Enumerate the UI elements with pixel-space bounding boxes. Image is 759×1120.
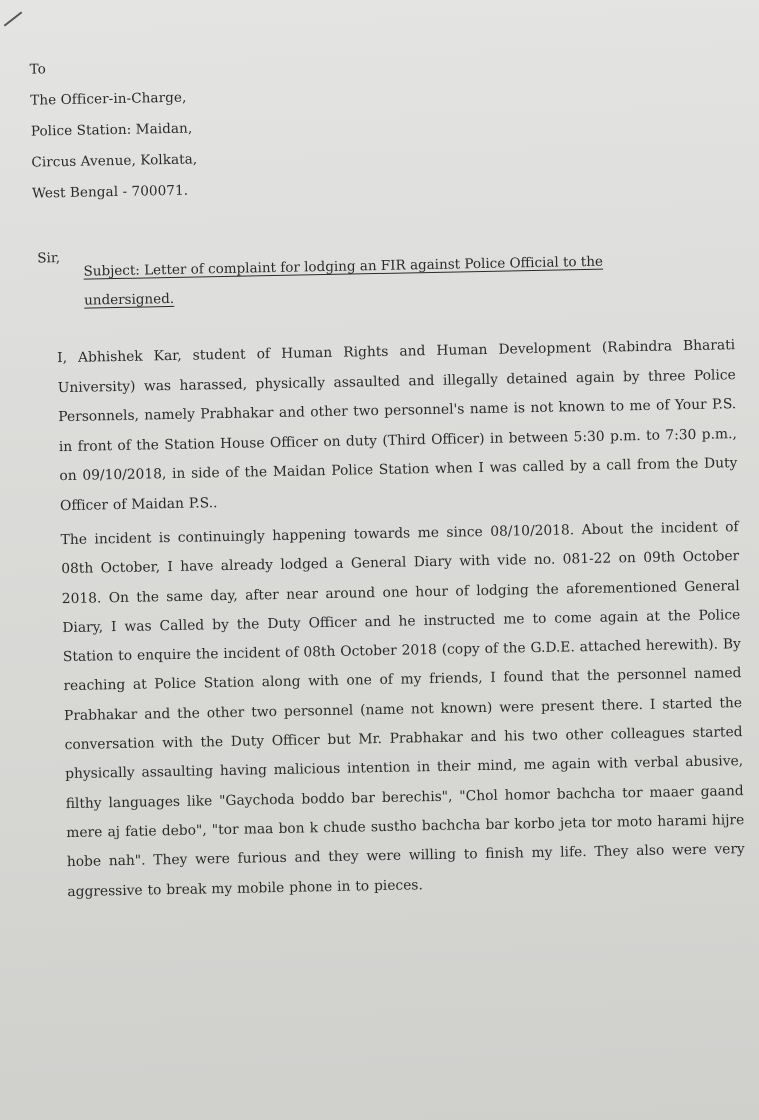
salutation: Sir, — [37, 250, 61, 267]
address-line-1: The Officer-in-Charge, — [30, 89, 187, 109]
address-to: To — [29, 61, 47, 78]
address-line-3: Circus Avenue, Kolkata, — [31, 151, 198, 171]
subject-line: Subject: Letter of complaint for lodging an FIR against Police Official to the undersigned. — [83, 253, 604, 309]
recipient-address — [29, 51, 198, 209]
paragraph-2: The incident is continuingly happening towards me since 08/10/2018. About the incident of 08th October, I have already lodged a General Diary with vide no. 081-22 on 09th October 2018. On the same day, after near around one hour of lodging the aforementioned General Diary, I was Called by the Duty Officer and he instructed me to come again at the Police Station to enquire the incident of 08th October 2018 (copy of the G.D.E. attached herewith). By reaching at Police Station along with one of my friends, I found that the personnel named Prabhakar and the other two personnel (name not known) were present there. I started the conversation with the Duty Officer but Mr. Prabhakar and his two other colleagues started physically assaulting having malicious intention in their mind, me again with verbal abusive, filthy languages like "Gaychoda boddo bar berechis", "Chol homor bachcha tor maaer gaand mere aj fatie debo", "tor maa bon k chude sustho bachcha bar korbo jeta tor moto harami hijre hobe nah". They were furious and they were willing to finish my life. They also were very aggressive to break my mobile phone in to pieces. — [60, 519, 745, 900]
address-line-4: West Bengal - 700071. — [31, 182, 189, 202]
address-line-2: Police Station: Maidan, — [30, 120, 193, 140]
paragraph-1: I, Abhishek Kar, student of Human Rights and Human Development (Rabindra Bharati University) was harassed, physically assaulted and illegally detained again by three Police Personnels, namely Prabhakar and other two personnel's name is not known to me of Your P.S. in front of the Station House Officer on duty (Third Officer) in between 5:30 p.m. to 7:30 p.m., on 09/10/2018, in side of the Maidan Police Station when I was called by a call from the Duty Officer of Maidan P.S.. — [57, 337, 738, 515]
